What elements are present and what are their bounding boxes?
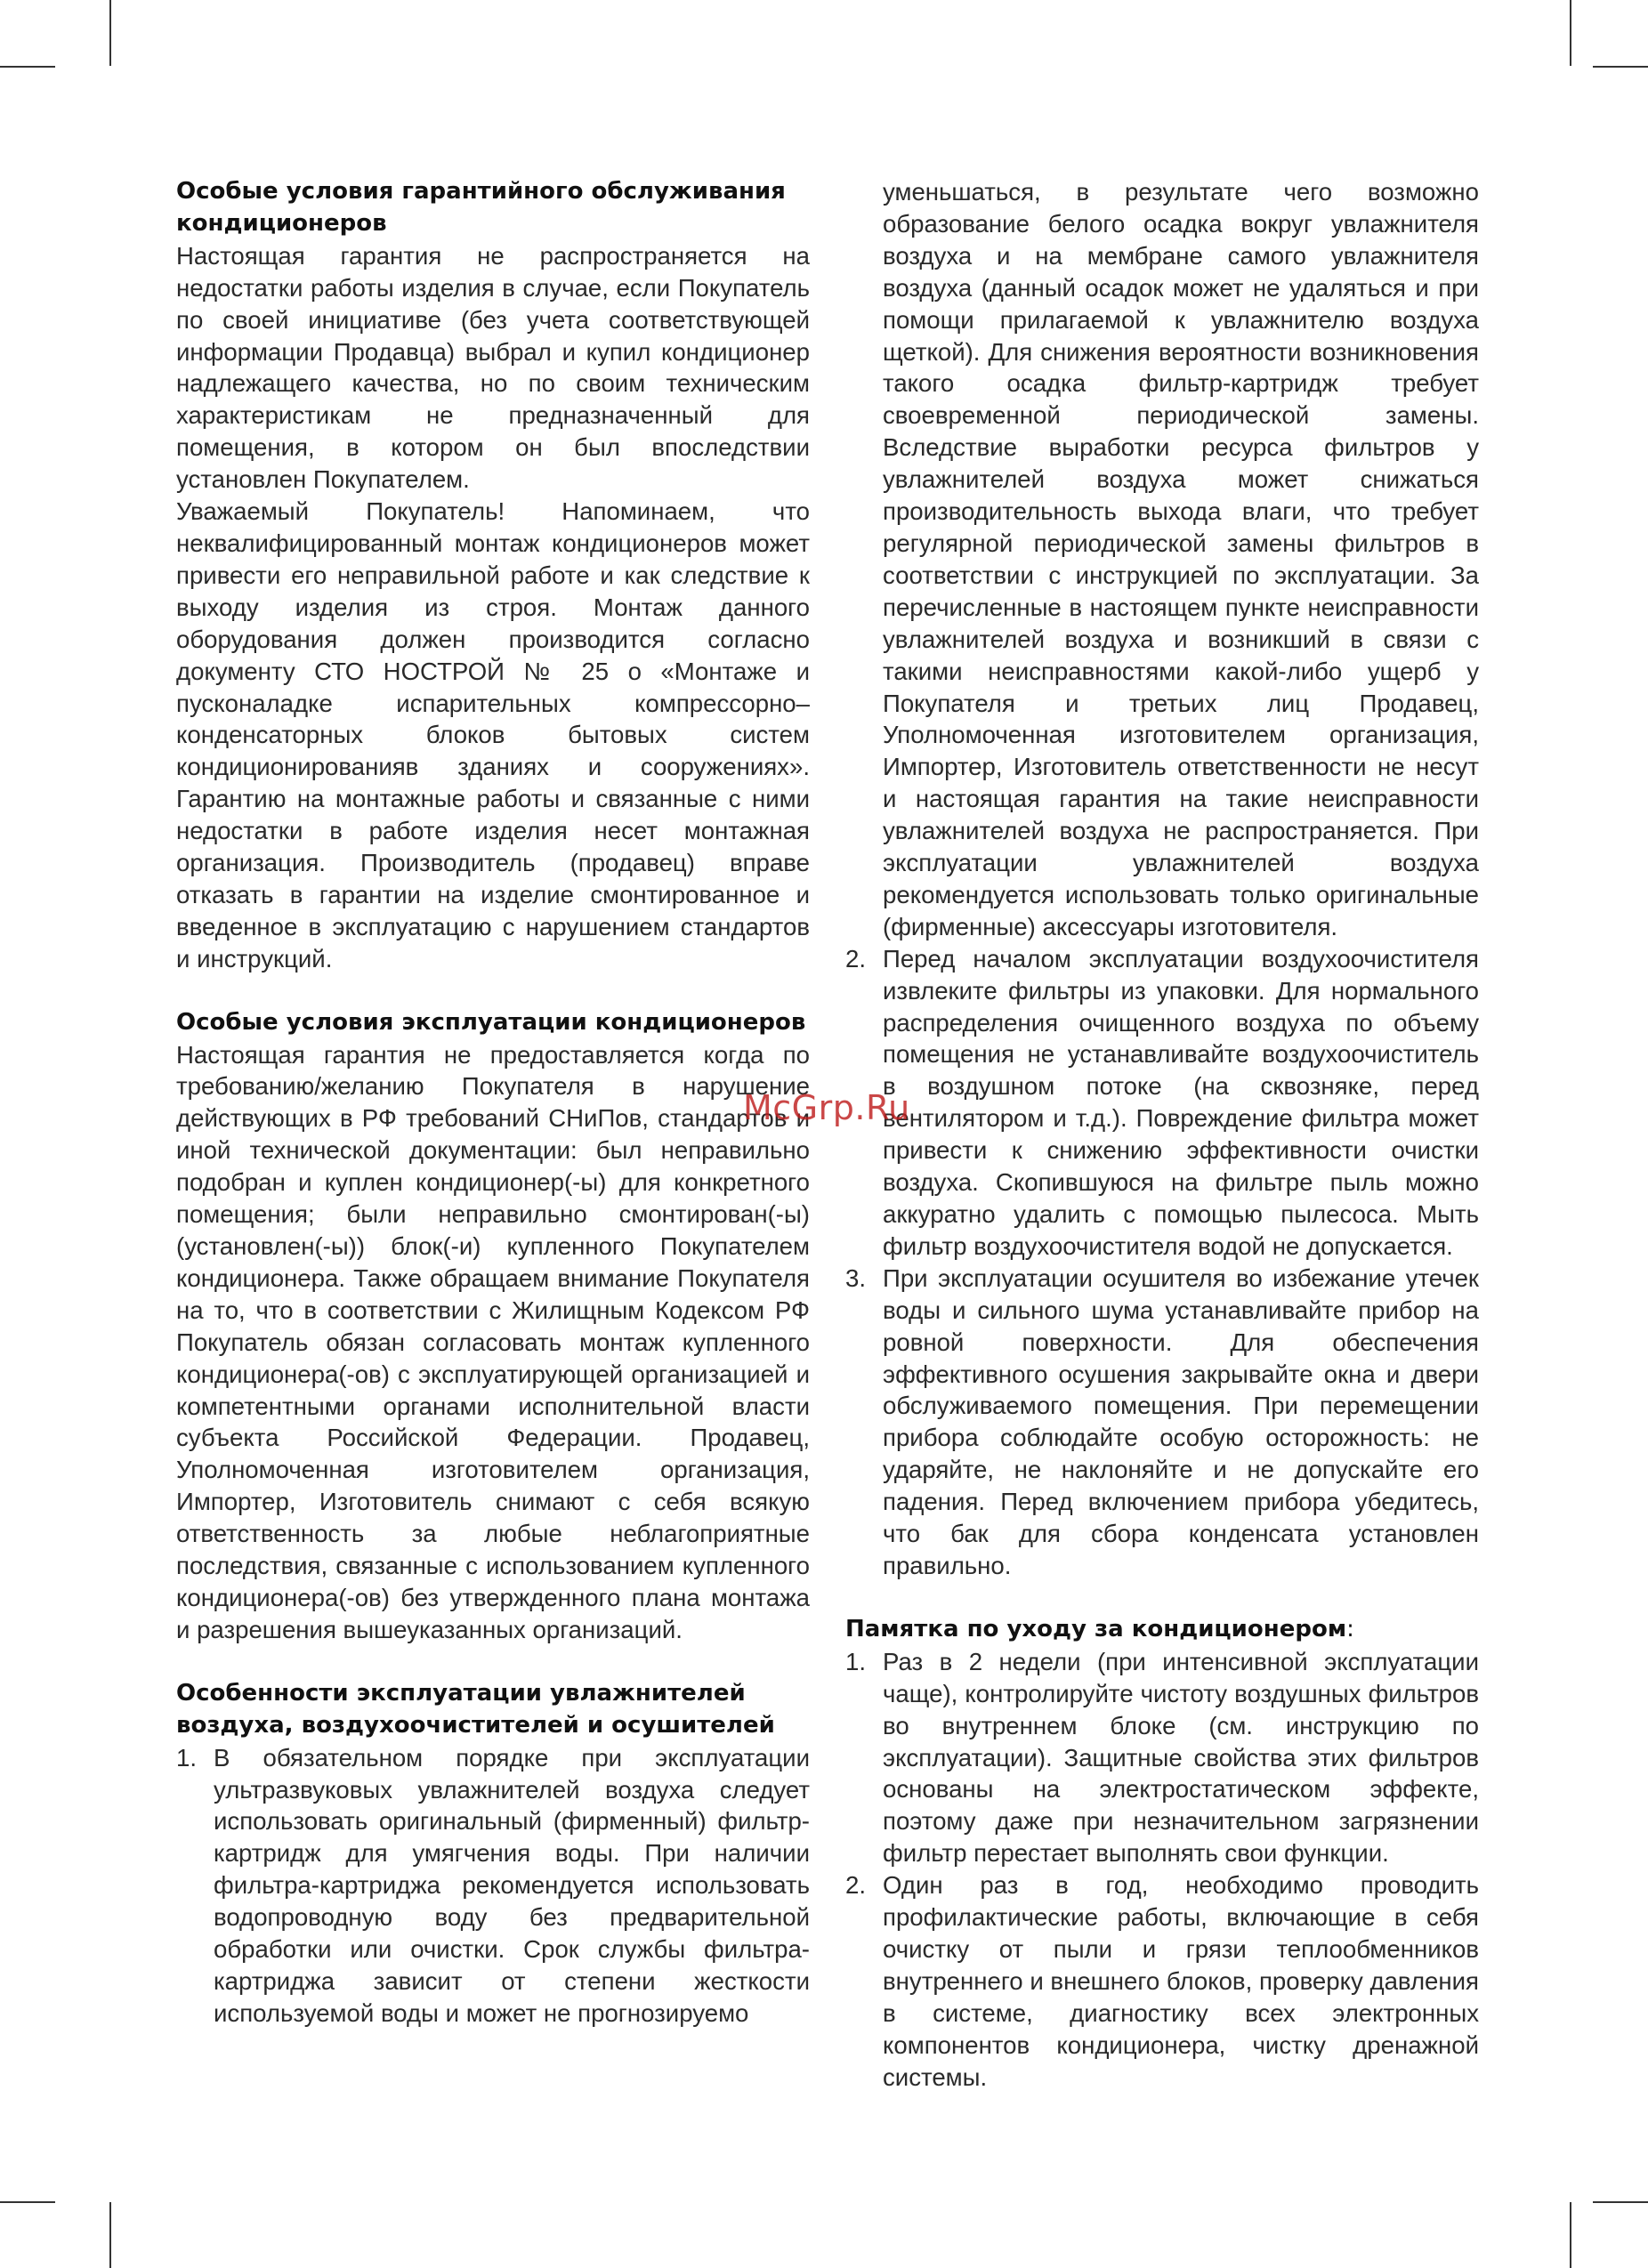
numbered-list-continued — [845, 176, 1479, 1582]
list-number: 1. — [176, 1743, 198, 1772]
section-heading-humidifiers: Особенности эксплуатации увлажнителей воздуха, воздухоочистителей и осушителей — [176, 1679, 775, 1739]
paragraph: Настоящая гарантия не предоставляется когда по требованию/желанию Покупателя в нарушение действующих в РФ требований СНиПов, стандартов и иной технической документации: был неправильно подобран и куплен кондиционер(-ы) для конкретного помещения; были неправильно смонтирован(-ы) (установлен(-ы)) блок(-и) купленного Покупателем кондиционера. Также обращаем внимание Покупателя на то, что в соответствии с Жилищным Кодексом РФ Покупатель обязан согласовать монтаж купленного кондиционера(-ов) с эксплуатирующей организацией и компетентными органами исполнительной власти субъекта Российской Федерации. Продавец, Уполномоченная изготовителем организация, Импортер, Изготовитель снимают с себя всякую ответственность за любые неблагоприятные последствия, связанные с использованием купленного кондиционера(-ов) без утвержденного плана монтажа и разрешения вышеуказанных организаций. — [176, 1040, 810, 1643]
paragraph: Настоящая гарантия не распространяется на недостатки работы изделия в случае, если Покупатель по своей инициативе (без учета соответствующей информации Продавца) выбрал и купил кондиционер надлежащего качества, но по своим техническим характеристикам не предназначенный для помещения, в котором он был впоследствии установлен Покупателем. — [176, 241, 810, 494]
care-memo-colon: : — [1346, 1615, 1354, 1642]
paragraph: Уважаемый Покупатель! Напоминаем, что неквалифицированный монтаж кондиционеров может привести его неправильной работе и как следствие к выходу изделия из строя. Монтаж данного оборудования должен производится согласно документу СТО НОСТРОЙ № 25 о «Монтаже и пусконаладке испарительных компрессорно–конденсаторных блоков бытовых систем кондиционированияв зданиях и сооружениях». Гарантию на монтажные работы и связанные с ними недостатки в работе изделия несет монтажная организация. Производитель (продавец) вправе отказать в гарантии на изделие смонтированное и введенное в эксплуатацию с нарушением стандартов и инструкций. — [176, 497, 810, 973]
list-item — [845, 1263, 1479, 1582]
list-item-text: При эксплуатации осушителя во избежание утечек воды и сильного шума устанавливайте прибор на ровной поверхности. Для обеспечения эффективного осушения закрывайте окна и двери обслуживаемого помещения. При перемещении прибора соблюдайте особую осторожность: не ударяйте, не наклоняйте и не допускайте его падения. Перед включением прибора убедитесь, что бак для сбора конденсата установлен правильно. — [883, 1263, 1479, 1579]
list-item-text: Один раз в год, необходимо проводить профилактические работы, включающие в себя очистку от пыли и грязи теплообменников внутреннего и внешнего блоков, проверку давления в системе, диагностику всех электронных компонентов кондиционера, чистку дренажной системы. — [883, 1871, 1479, 2091]
right-column — [845, 176, 1479, 2093]
crop-mark — [109, 0, 111, 66]
crop-mark — [1570, 2202, 1571, 2268]
numbered-list — [176, 1742, 810, 2030]
list-number: 2. — [845, 944, 867, 973]
crop-mark — [1593, 66, 1648, 68]
list-number: 2. — [845, 1871, 867, 1900]
crop-mark — [0, 66, 55, 68]
left-column — [176, 176, 810, 2030]
list-item-text: уменьшаться, в результате чего возможно образование белого осадка вокруг увлажнителя воздуха и на мембране самого увлажнителя воздуха (данный осадок может не удаляться и при помощи прилагаемой к увлажнителю воздуха щеткой). Для снижения вероятности возникновения такого осадка фильтр-картридж требует своевременной периодической замены. Вследствие выработки ресурса фильтров у увлажнителей воздуха может снижаться производительность выхода влаги, что требует регулярной периодической замены фильтров в соответствии с инструкцией по эксплуатации. За перечисленные в настоящем пункте неисправности увлажнителей воздуха и возникший в связи с такими неисправностями какой-либо ущерб у Покупателя и третьих лиц Продавец, Уполномоченная изготовителем организация, Импортер, Изготовитель ответственности не несут и настоящая гарантия на такие неисправности увлажнителей воздуха не распространяется. При эксплуатации увлажнителей воздуха рекомендуется использовать только оригинальные (фирменные) аксессуары изготовителя. — [883, 178, 1479, 940]
list-number: 3. — [845, 1263, 867, 1292]
crop-mark — [109, 2202, 111, 2268]
section-heading-warranty-service: Особые условия гарантийного обслуживания кондиционеров — [176, 178, 786, 237]
list-item-text: Перед началом эксплуатации воздухоочистителя извлеките фильтры из упаковки. Для нормального распределения очищенного воздуха по объему помещения не устанавливайте воздухоочиститель в воздушном потоке (на сквозняке, перед вентилятором и т.д.). Повреждение фильтра может привести к снижению эффективности очистки воздуха. Скопившуюся на фильтре пыль можно аккуратно удалить с помощью пылесоса. Мыть фильтр воздухоочистителя водой не допускается. — [883, 944, 1479, 1260]
list-item-text: В обязательном порядке при эксплуатации ультразвуковых увлажнителей воздуха следует использовать оригинальный (фирменный) фильтр-картридж для умягчения воды. При наличии фильтра-картриджа рекомендуется использовать водопроводную воду без предварительной обработки или очистки. Срок службы фильтра-картриджа зависит от степени жесткости используемой воды и может не прогнозируемо — [214, 1743, 810, 2027]
crop-mark — [1570, 0, 1571, 66]
list-item — [845, 943, 1479, 1263]
list-item — [845, 1869, 1479, 2093]
crop-mark — [0, 2201, 55, 2203]
section-heading-care-memo — [845, 1614, 1479, 1646]
care-memo-title: Памятка по уходу за кондиционером — [845, 1615, 1347, 1642]
list-item-text: Раз в 2 недели (при интенсивной эксплуатации чаще), контролируйте чистоту воздушных фильтров во внутреннем блоке (см. инструкцию по эксплуатации). Защитные свойства этих фильтров основаны на электростатическом эффекте, поэтому даже при незначительном загрязнении фильтр перестает выполнять свои функции. — [883, 1647, 1479, 1868]
list-item — [176, 1742, 810, 2030]
numbered-list — [845, 1646, 1479, 2094]
list-item — [845, 176, 1479, 943]
watermark: McGrp.Ru — [743, 1088, 910, 1127]
crop-mark — [1593, 2201, 1648, 2203]
list-item — [845, 1646, 1479, 1869]
list-number: 1. — [845, 1647, 867, 1675]
section-heading-operation-conditions: Особые условия эксплуатации кондиционеров — [176, 1008, 806, 1036]
